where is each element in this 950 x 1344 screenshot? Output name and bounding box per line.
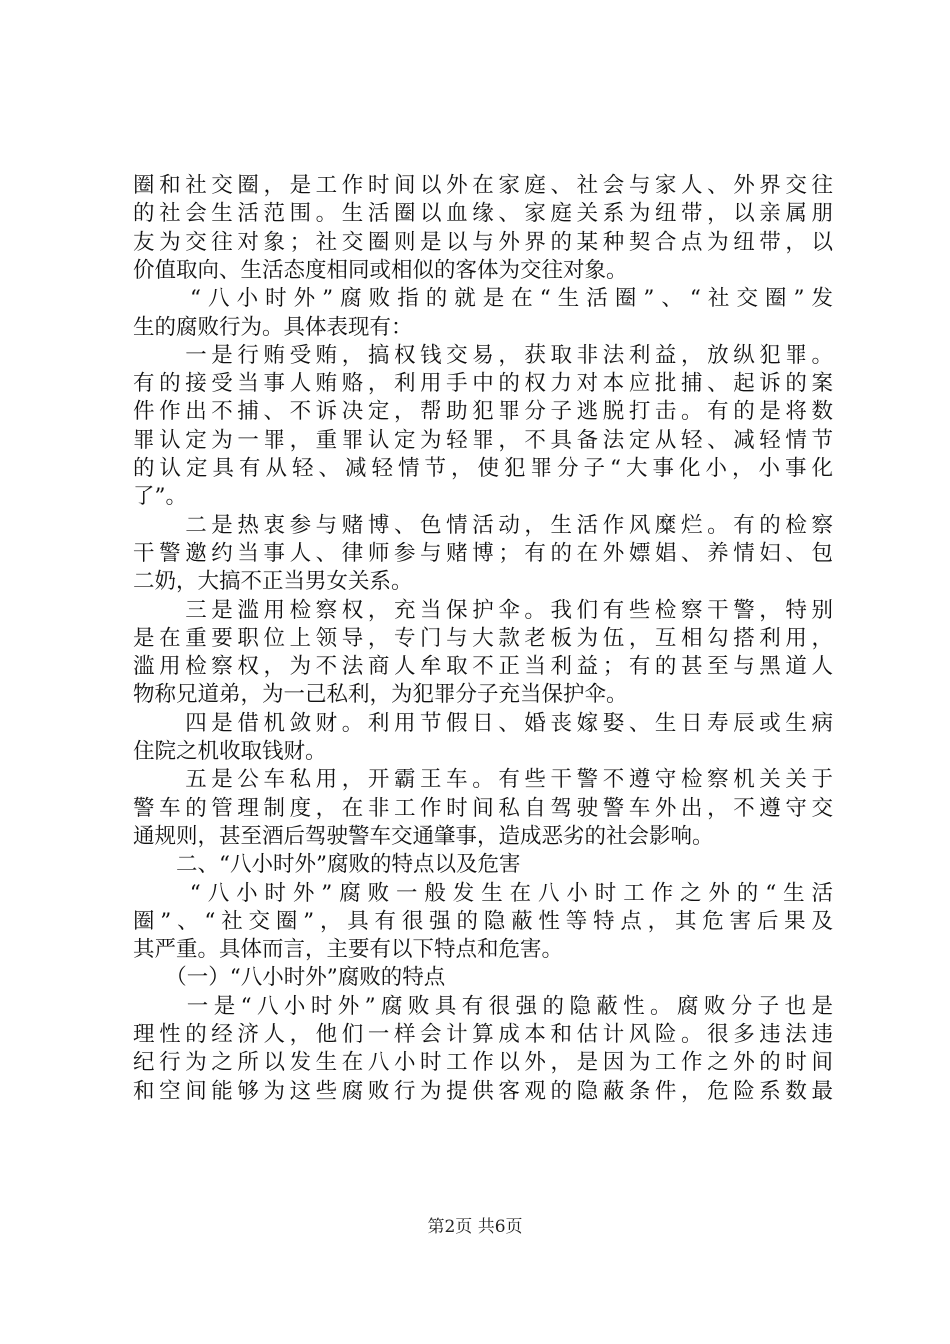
text-line: 的认定具有从轻、减轻情节，使犯罪分子“大事化小，小事化 [133, 456, 833, 481]
text-line: 生的腐败行为。具体表现有： [133, 314, 413, 340]
text-line: 圈和社交圈，是工作时间以外在家庭、社会与家人、外界交往 [133, 173, 833, 198]
text-line: 二是热衷参与赌博、色情活动，生活作风糜烂。有的检察 [133, 512, 833, 538]
text-line: 是在重要职位上领导，专门与大款老板为伍，互相勾搭利用， [133, 625, 833, 651]
text-line: 警车的管理制度，在非工作时间私自驾驶警车外出，不遵守交 [133, 795, 833, 821]
text-line: 圈”、“社交圈”，具有很强的隐蔽性等特点，其危害后果及 [133, 908, 833, 934]
section-heading: 二、“八小时外”腐败的特点以及危害 [133, 852, 521, 878]
text-line: 友为交往对象；社交圈则是以与外界的某种契合点为纽带，以 [133, 229, 833, 255]
text-line: 干警邀约当事人、律师参与赌博；有的在外嫖娼、养情妇、包 [133, 540, 833, 566]
text-line: 价值取向、生活态度相同或相似的客体为交往对象。 [133, 257, 628, 283]
text-line: 件作出不捕、不诉决定，帮助犯罪分子逃脱打击。有的是将数 [133, 399, 833, 425]
text-line: “八小时外”腐败一般发生在八小时工作之外的“生活 [133, 880, 833, 906]
text-line: 纪行为之所以发生在八小时工作以外，是因为工作之外的时间 [133, 1050, 833, 1076]
text-line: 物称兄道弟，为一己私利，为犯罪分子充当保护伞。 [133, 682, 628, 708]
text-line: “八小时外”腐败指的就是在“生活圈”、“社交圈”发 [133, 286, 833, 312]
text-line: 和空间能够为这些腐败行为提供客观的隐蔽条件，危险系数最 [133, 1078, 833, 1104]
page-footer: 第2页 共6页 [427, 1217, 523, 1237]
text-line: 一是行贿受贿，搞权钱交易，获取非法利益，放纵犯罪。 [133, 342, 833, 368]
text-line: 住院之机收取钱财。 [133, 739, 327, 764]
text-line: 一是“八小时外”腐败具有很强的隐蔽性。腐败分子也是 [133, 993, 833, 1019]
text-line: 罪认定为一罪，重罪认定为轻罪，不具备法定从轻、减轻情节 [133, 427, 833, 453]
text-line: 滥用检察权，为不法商人牟取不正当利益；有的甚至与黑道人 [133, 654, 833, 680]
text-line: 通规则，甚至酒后驾驶警车交通肇事，造成恶劣的社会影响。 [133, 823, 714, 849]
text-line: 有的接受当事人贿赂，利用手中的权力对本应批捕、起诉的案 [133, 371, 833, 397]
text-line: 的社会生活范围。生活圈以血缘、家庭关系为纽带，以亲属朋 [133, 201, 833, 227]
text-line: 三是滥用检察权，充当保护伞。我们有些检察干警，特别 [133, 597, 833, 623]
subsection-heading: （一）“八小时外”腐败的特点 [133, 965, 446, 991]
text-line: 二奶，大搞不正当男女关系。 [133, 569, 413, 595]
text-line: 理性的经济人，他们一样会计算成本和估计风险。很多违法违 [133, 1022, 833, 1047]
text-line: 四是借机敛财。利用节假日、婚丧嫁娶、生日寿辰或生病 [133, 710, 833, 736]
text-line: 了”。 [133, 484, 187, 510]
text-line: 其严重。具体而言，主要有以下特点和危害。 [133, 937, 564, 963]
text-line: 五是公车私用，开霸王车。有些干警不遵守检察机关关于 [133, 767, 833, 793]
